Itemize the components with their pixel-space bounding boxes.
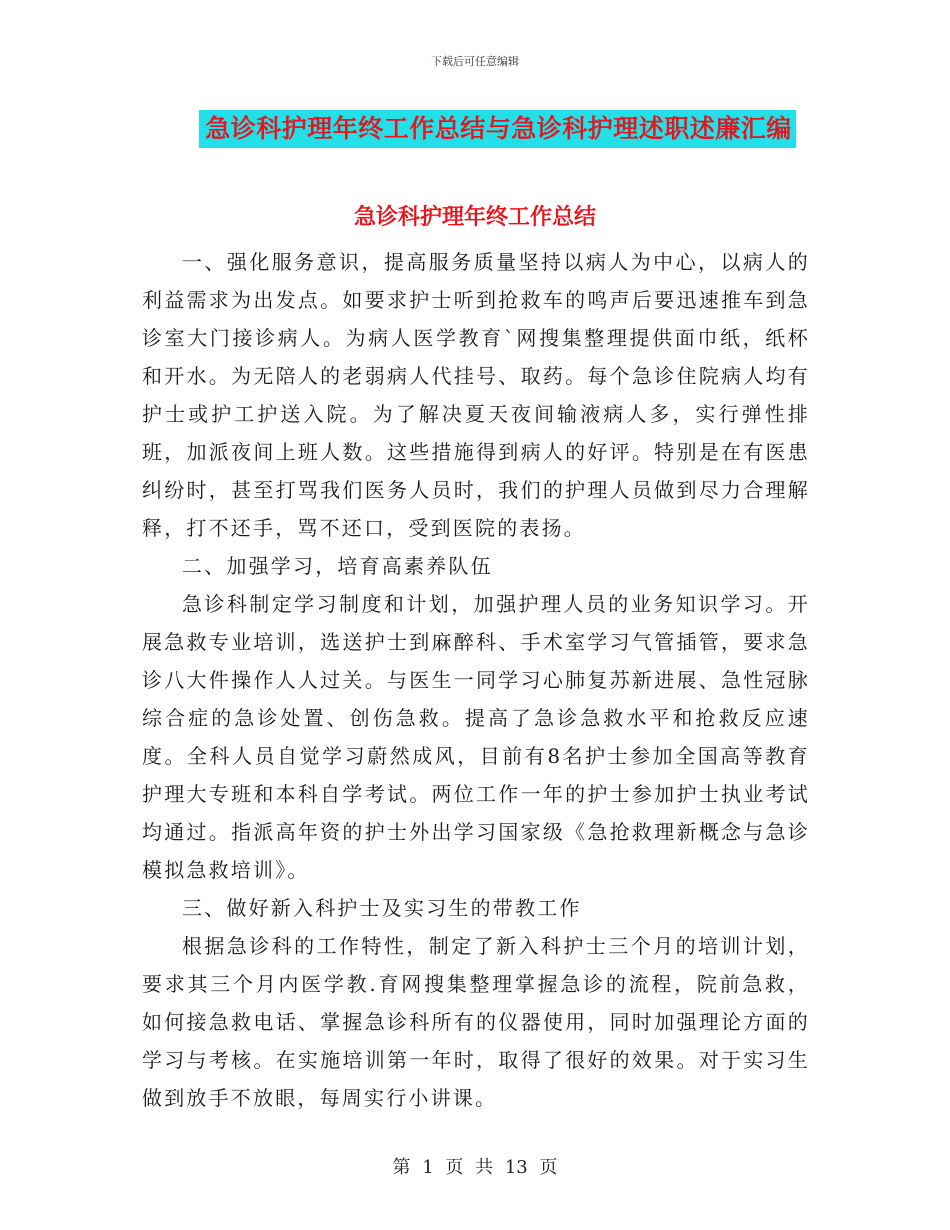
heading-training: 三、做好新入科护士及实习生的带教工作: [182, 896, 582, 920]
page-header-note: 下载后可任意编辑: [431, 55, 519, 68]
section-title: 急诊科护理年终工作总结: [353, 205, 596, 230]
paragraph-training: 根据急诊科的工作特性，制定了新入科护士三个月的培训计划，要求其三个月内医学教.育网搜集整理掌握急诊的流程，院前急救，如何接急救电话、掌握急诊科所有的仪器使用，同时加强理论方面的学习与考核。在实施培训第一年时，取得了很好的效果。对于实习生做到放手不放眼，每周实行小讲课。: [142, 934, 810, 1110]
main-title: 急诊科护理年终工作总结与急诊科护理述职述廉汇编: [199, 110, 796, 148]
heading-learning: 二、加强学习，培育高素养队伍: [182, 554, 493, 578]
main-title-container: [0, 110, 950, 148]
document-body: [142, 243, 810, 1117]
page-number: 第 1 页 共 13 页: [392, 1157, 558, 1178]
paragraph-service: 一、强化服务意识，提高服务质量坚持以病人为中心，以病人的利益需求为出发点。如要求护士听到抢救车的鸣声后要迅速推车到急诊室大门接诊病人。为病人医学教育`网搜集整理提供面巾纸，纸杯和开水。为无陪人的老弱病人代挂号、取药。每个急诊住院病人均有护士或护工护送入院。为了解决夏天夜间输液病人多，实行弹性排班，加派夜间上班人数。这些措施得到病人的好评。特别是在有医患纠纷时，甚至打骂我们医务人员时，我们的护理人员做到尽力合理解释，打不还手，骂不还口，受到医院的表扬。: [142, 250, 810, 540]
paragraph-learning: 急诊科制定学习制度和计划，加强护理人员的业务知识学习。开展急救专业培训，选送护士到麻醉科、手术室学习气管插管，要求急诊八大件操作人人过关。与医生一同学习心肺复苏新进展、急性冠脉综合症的急诊处置、创伤急救。提高了急诊急救水平和抢救反应速度。全科人员自觉学习蔚然成风，目前有8名护士参加全国高等教育护理大专班和本科自学考试。两位工作一年的护士参加护士执业考试均通过。指派高年资的护士外出学习国家级《急抢救理新概念与急诊模拟急救培训》。: [142, 592, 810, 882]
